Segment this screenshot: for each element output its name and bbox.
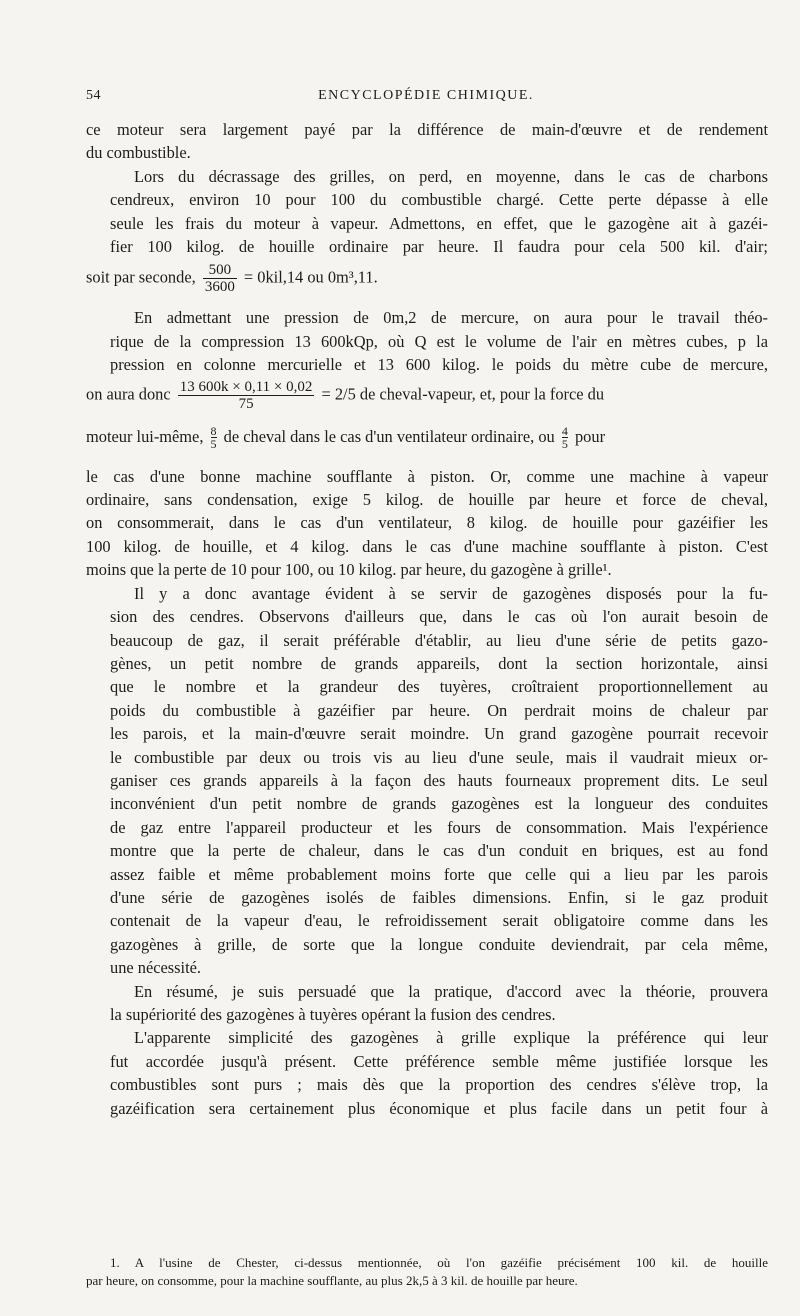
text-line: ordinaire, sans condensation, exige 5 kilog. de houille par heure et force de cheval, xyxy=(86,490,768,510)
text-line: le cas d'une bonne machine soufflante à piston. Or, comme une machine à vapeur xyxy=(86,466,768,486)
formula-motor-force xyxy=(86,423,768,465)
formula-air-per-second xyxy=(86,258,768,306)
text-line: fut accordée jusqu'à présent. Cette préférence semble même justifiée lorsque les xyxy=(110,1051,768,1071)
fraction-denominator: 3600 xyxy=(204,279,235,296)
fraction-numerator: 13 600k × 0,11 × 0,02 xyxy=(179,378,313,395)
formula-text: moteur lui-même, xyxy=(86,426,204,446)
fraction-numerator: 8 xyxy=(210,424,217,439)
paragraph xyxy=(86,465,768,582)
text-line: gazéification sera certainement plus économique et plus facile dans un petit four à xyxy=(110,1098,768,1118)
text-line: poids du combustible à gazéifier par heure. On perdrait moins de chaleur par xyxy=(110,700,768,720)
fraction xyxy=(562,425,568,450)
text-line: montre que la perte de chaleur, dans le cas d'un conduit en briques, est au fond xyxy=(110,841,768,861)
formula-prefix: soit par seconde, xyxy=(86,267,196,287)
fraction-numerator: 4 xyxy=(561,424,568,439)
text-line: rique de la compression 13 600kQp, où Q est le volume de l'air en mètres cubes, p la xyxy=(110,331,768,351)
text-line: pression en colonne mercurielle et 13 600 kilog. le poids du mètre cube de mercure, xyxy=(110,355,768,375)
text-line: la supériorité des gazogènes à tuyères opérant la fusion des cendres. xyxy=(110,1005,556,1024)
text-line: combustibles sont purs ; mais dès que la proportion des cendres s'élève trop, la xyxy=(110,1075,768,1095)
text-line: L'apparente simplicité des gazogènes à grille explique la préférence qui leur xyxy=(134,1028,768,1048)
footnote xyxy=(86,1254,768,1290)
formula-text: pour xyxy=(574,426,606,446)
paragraph xyxy=(86,118,768,165)
fraction-denominator: 5 xyxy=(561,437,568,452)
text-line: d'une série de gazogènes isolés de faibles dimensions. Enfin, si le gaz produit xyxy=(110,887,768,907)
text-line: de gaz entre l'appareil producteur et les fours de consommation. Mais l'expérience xyxy=(110,817,768,837)
paragraph xyxy=(86,165,768,259)
text-line: du combustible. xyxy=(86,143,191,163)
formula-work xyxy=(86,377,768,423)
fraction-denominator: 75 xyxy=(238,395,254,412)
page-number: 54 xyxy=(86,88,101,103)
text-line: sion des cendres. Observons d'ailleurs que, dans le cas où l'on aurait besoin de xyxy=(110,607,768,627)
text-line: les parois, et la main-d'œuvre serait moindre. Un grand gazogène pourrait recevoir xyxy=(110,724,768,744)
text-line: Il y a donc avantage évident à se servir de gazogènes disposés pour la fu- xyxy=(134,583,768,603)
fraction xyxy=(178,379,315,412)
formula-result: = 2/5 de cheval-vapeur, et, pour la force du xyxy=(321,383,605,403)
text-line: inconvénient d'un petit nombre de grands gazogènes est la longueur des conduites xyxy=(110,794,768,814)
text-line: une nécessité. xyxy=(110,958,202,978)
text-line: que le nombre et la grandeur des tuyères, croîtraient proportionnellement au xyxy=(110,677,768,697)
text-line: ganiser ces grands appareils à la façon des hauts fourneaux proprement dits. Le seul xyxy=(110,770,768,790)
fraction xyxy=(211,425,217,450)
text-line: gazogènes à grille, de sorte que la longue conduite deviendrait, par cela même, xyxy=(110,934,768,954)
footnote-line: 1. A l'usine de Chester, ci-dessus mentionnée, où l'on gazéifie précisément 100 kil. de houille xyxy=(110,1255,768,1270)
paragraph xyxy=(86,980,768,1027)
text-line: Lors du décrassage des grilles, on perd, en moyenne, dans le cas de charbons xyxy=(134,166,768,186)
text-line: cendreux, environ 10 pour 100 du combustible chargé. Cette perte dépasse à elle xyxy=(110,190,768,210)
text-line: En résumé, je suis persuadé que la pratique, d'accord avec la théorie, prouvera xyxy=(134,981,768,1001)
text-line: ce moteur sera largement payé par la différence de main-d'œuvre et de rendement xyxy=(86,120,768,139)
text-line: seule les frais du moteur à vapeur. Admettons, en effet, que le gazogène ait à gazéi- xyxy=(110,213,768,233)
paragraph xyxy=(86,582,768,980)
text-line: on consommerait, dans le cas d'un ventilateur, 8 kilog. de houille pour gazéifier les xyxy=(86,513,768,533)
fraction xyxy=(203,262,237,295)
paragraph xyxy=(86,306,768,376)
fraction-numerator: 500 xyxy=(203,262,237,279)
text-line: le combustible par deux ou trois vis au lieu d'une seule, mais il vaudrait mieux or- xyxy=(110,747,768,767)
text-line: fier 100 kilog. de houille ordinaire par heure. Il faudra pour cela 500 kil. d'air; xyxy=(110,237,768,257)
text-line: contenait de la vapeur d'eau, le refroidissement serait obligatoire comme dans les xyxy=(110,911,768,931)
text-line: 100 kilog. de houille, et 4 kilog. dans le cas d'une machine soufflante à piston. C'est xyxy=(86,536,768,556)
formula-result: = 0kil,14 ou 0m³,11. xyxy=(243,267,378,287)
paragraph xyxy=(86,1026,768,1120)
formula-text: de cheval dans le cas d'un ventilateur ordinaire, ou xyxy=(223,426,555,446)
fraction-denominator: 5 xyxy=(210,437,217,452)
text-line: assez faible et même probablement moins forte que celle qui a lieu par les parois xyxy=(110,864,768,884)
running-title: ENCYCLOPÉDIE CHIMIQUE. xyxy=(318,88,534,103)
text-line: moins que la perte de 10 pour 100, ou 10 kilog. par heure, du gazogène à grille¹. xyxy=(86,560,612,580)
text-line: gènes, un petit nombre de grands appareils, dont la section horizontale, ainsi xyxy=(110,653,768,673)
page-header xyxy=(86,88,766,108)
formula-prefix: on aura donc xyxy=(86,383,171,403)
text-line: beaucoup de gaz, il serait préférable d'établir, au lieu d'une série de petits gazo- xyxy=(110,630,768,650)
text-line: En admettant une pression de 0m,2 de mercure, on aura pour le travail théo- xyxy=(134,308,768,328)
footnote-line: par heure, on consomme, pour la machine soufflante, au plus 2k,5 à 3 kil. de houille par heure. xyxy=(86,1273,578,1288)
body-text xyxy=(86,118,768,1120)
